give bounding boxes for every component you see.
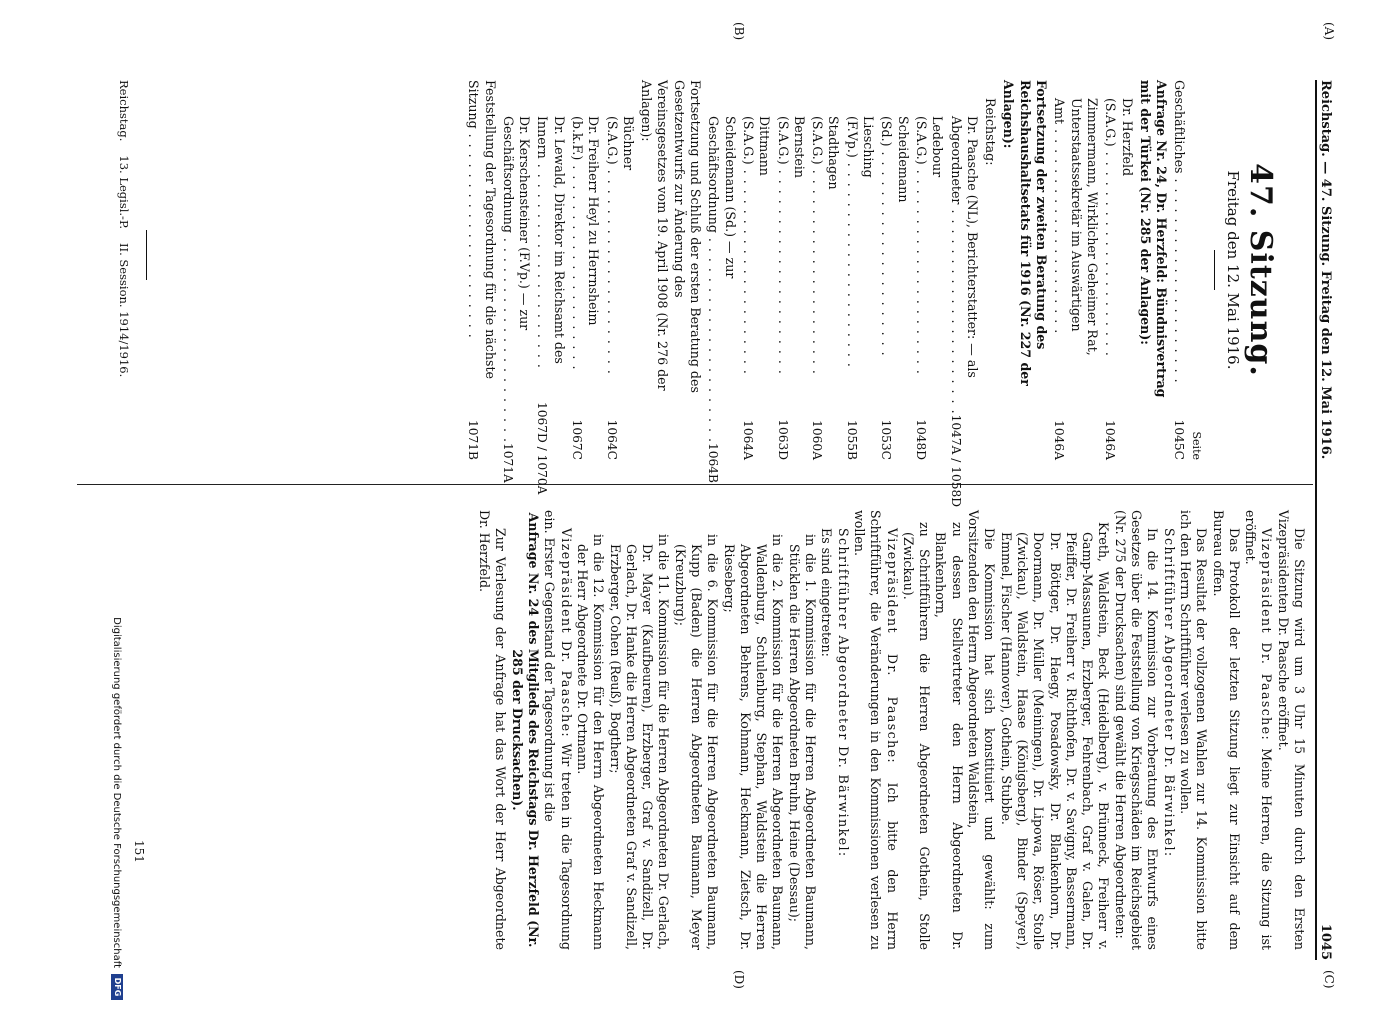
paragraph: Die Kommission hat sich konstituiert und gewählt: zum Vorsitzenden den Herrn Abgeordneten Waldstein, [966, 510, 998, 950]
toc-entry [843, 80, 876, 460]
dfg-logo: DFG [111, 974, 123, 1000]
toc-entry-text: Dr. Paasche (NL), Berichterstatter: — als Abgeordneter . . . [947, 116, 980, 415]
toc-entry [809, 80, 842, 460]
toc-entry [1102, 80, 1135, 460]
commission-change: in die 12. Kommission für den Herrn Abgeordneten Heckmann der Herr Abgeordnete Dr. Ortmann. [574, 534, 607, 950]
toc-entry-text: Dr. Herzfeld (S.A.G.) . . . [1102, 98, 1135, 402]
vp-paragraph [541, 510, 574, 950]
toc-entry-text: Dittmann (S.A.G.) . . . [740, 116, 773, 402]
toc-entry [534, 80, 567, 495]
toc-entry-page: 1064B [706, 443, 721, 484]
speech-text: Wir treten in die Tagesordnung ein. Erster Gegenstand der Tagesordnung ist die [542, 510, 574, 950]
paragraph: zu Schriftführern die Herren Abgeordneten Gothein, Stolle (Zwickau). [900, 522, 933, 950]
toc-entry [500, 80, 533, 483]
toc-entry [982, 80, 998, 460]
toc-entry [774, 80, 807, 460]
table-of-contents [463, 80, 1278, 508]
toc-entry-text: Zimmermann, Wirklicher Geheimer Rat, Unterstaatssekretär im Auswärtigen Amt . . . [1051, 98, 1100, 402]
paragraph: Zur Verlesung der Anfrage hat das Wort der Herr Abgeordnete Dr. Herzfeld. [477, 510, 509, 950]
toc-entry-page: 1064A [740, 420, 755, 460]
toc-entry-page: 1046A [1052, 420, 1067, 460]
vp-paragraph [851, 510, 900, 950]
toc-entry [1171, 80, 1187, 460]
speaker-name: Vizepräsident Dr. Paasche: [1259, 528, 1275, 742]
toc-entry [1000, 80, 1049, 460]
toc-entry-page: 1055B [844, 420, 859, 460]
toc-entry-text: Reichstag: [983, 98, 999, 166]
toc-entry [705, 80, 738, 484]
commission-change: in die 6. Kommission für die Herren Abgeordneten Baumann, Kupp (Baden) die Herren Abgeordneten Baumann, Meyer (Kreuzburg); [672, 534, 721, 950]
toc-entry-text: Bernstein (S.A.G.) . . . [774, 116, 807, 402]
paragraph: In die 14. Kommission zur Vorberatung des Entwurfs eines Gesetzes über die Feststellung von Kriegsschäden im Reichsgebiet (Nr. 275 der Drucksachen) sind gewählt die Herren Abgeordneten: [1112, 510, 1161, 950]
anfrage-heading: Anfrage Nr. 24 des Mitglieds des Reichstags Dr. Herzfeld (Nr. 285 der Drucksachen). [509, 512, 542, 948]
header-page-number: 1045 [1318, 923, 1334, 960]
toc-entry-text: Fortsetzung der zweiten Beratung des Reichshaushaltsetats für 1916 (Nr. 227 der Anlagen): [1001, 80, 1050, 386]
toc-entry [638, 80, 703, 460]
toc-entry-text: Ledebour (S.A.G.) . . . [913, 116, 946, 402]
toc-entry [740, 80, 773, 460]
toc-entry [465, 80, 498, 460]
speaker-name: Schriftführer Abgeordneter Dr. Bärwinkel: [1161, 528, 1177, 858]
footer-body: Reichstag. [117, 80, 131, 142]
session-number: 47. Sitzung. [1243, 163, 1278, 377]
toc-entry-page: 1063D [775, 419, 790, 460]
toc-entry-page: 1064C [604, 419, 619, 460]
column-divider [77, 484, 1313, 485]
opening-paragraph: Die Sitzung wird um 3 Uhr 15 Minuten durch den Ersten Vizepräsidenten Dr. Paasche eröffnet. [1275, 510, 1307, 950]
session-date: Freitag den 12. Mai 1916. [1224, 170, 1242, 370]
paragraph: Das Resultat der vollzogenen Wahlen zur 14. Kommission bitte ich den Herrn Schriftführer verlesen zu wollen. [1177, 510, 1210, 950]
title-rule [1214, 250, 1215, 290]
toc-entry-text: Liesching (F.Vp.) . . . [843, 116, 876, 402]
margin-mark-b: (B) [732, 22, 746, 41]
credit-text: Digitalisierung gefördert durch die Deutsche Forschungsgemeinschaft [111, 617, 123, 968]
toc-entry-text: Anfrage Nr. 24, Dr. Herzfeld: Bündnisvertrag mit der Türkei (Nr. 285 der Anlagen): [1137, 80, 1170, 398]
commission-change: in die 1. Kommission für die Herren Abgeordneten Baumann, Stücklen die Herren Abgeordneten Bruhn, Heine (Dessau); [786, 534, 819, 950]
header-rule [1315, 80, 1317, 960]
commission-change: in die 11. Kommission für die Herren Abgeordneten Dr. Gerlach, Dr. Mayer (Kaufbeuren), Erzberger, Graf v. Sandizell, Dr. Gerlach, Dr. Hanke die Herren Abgeordneten Graf v. Sandizell, Erzberger, Cohen (Reuß), Bogtherr; [607, 534, 672, 950]
speaker-name: Vizepräsident Dr. Paasche: [884, 528, 900, 765]
toc-entry [1137, 80, 1170, 460]
name-list: Kreth, Waldstein, Beck (Heidelberg), v. Brünneck, Freiherr v. Gamp-Massaunen, Erzberger, Fehrenbach, Graf v. Galen, Dr. Pfeiffer, Dr. Freiherr v. Richthofen, Dr. v. Savigny, Bassermann, Dr. Böttger, Dr. Haegy, Posadowsky, Dr. Blankenhorn, Dr. Doormann, Dr. Müller (Meiningen), Dr. Lipowa, Röser, Stolle (Zwickau), Waldstein, Haase (Königsberg), Binder (Speyer), Emmel, Fischer (Hannover), Gothein, Stubbe. [998, 522, 1112, 950]
margin-mark-a: (A) [1322, 22, 1336, 41]
toc-entry-text: Stadthagen (S.A.G.) . . . [809, 116, 842, 402]
toc-entry-page: 1060A [810, 420, 825, 460]
speech-text: Ich bitte den Herrn Schriftführer, die Veränderungen in den Kommissionen verlesen zu wollen. [851, 510, 900, 951]
toc-entry-text: Dr. Freiherr Heyl zu Herrnsheim (b.k.F.) . . . [569, 116, 602, 402]
footer-rule [146, 230, 147, 280]
paragraph: Es sind eingetreten: [819, 528, 835, 657]
toc-entry-text: Fortsetzung und Schluß der ersten Beratung des Gesetzentwurfs zur Änderung des Vereinsgesetzes vom 19. April 1908 (Nr. 276 der Anlagen): [639, 80, 704, 393]
toc-entry-text: Feststellung der Tagesordnung für die nächste Sitzung . . . [465, 80, 498, 402]
toc-entry-page: 1067D / 1070A [535, 402, 550, 495]
speech-text: Meine Herren, die Sitzung ist eröffnet. [1243, 510, 1275, 950]
speaker-name: Schriftführer Abgeordneter Dr. Bärwinkel: [835, 528, 851, 858]
toc-entry-page: 1047A / 1058D [948, 414, 963, 508]
footer-period: 13. Legisl.-P. [117, 155, 131, 230]
session-minutes [476, 510, 1307, 950]
margin-mark-d: (D) [732, 970, 746, 989]
seite-label: Seite [1189, 431, 1203, 460]
toc-entry-page: 1045C [1172, 419, 1187, 460]
toc-entry-page: 1053C [879, 419, 894, 460]
toc-entry-text: Dr. Lewald, Direktor im Reichsamt des Innern . . . [534, 116, 567, 402]
toc-entry-page: 1048D [913, 419, 928, 460]
toc-entry-text: Geschäftliches . . . [1171, 80, 1187, 402]
toc-entry [569, 80, 602, 460]
toc-entry-page: 1071A [500, 443, 515, 483]
toc-entry-text: Büchner (S.A.G.) . . . [603, 116, 636, 402]
toc-entry-text: Scheidemann (Sd.) . . . [878, 116, 911, 402]
toc-entry [1051, 80, 1100, 460]
vp-paragraph [1242, 510, 1275, 950]
margin-mark-c: (C) [1322, 970, 1336, 989]
toc-entry-page: 1046A [1103, 420, 1118, 460]
toc-entry [878, 80, 911, 460]
running-header [1317, 80, 1337, 960]
paragraph: Das Protokoll der letzten Sitzung liegt zur Einsicht auf dem Bureau offen. [1210, 510, 1242, 950]
sheet-number: 151 [132, 840, 146, 863]
toc-entry-page: 1071B [466, 420, 481, 460]
toc-entry-text: Scheidemann (Sd.) — zur Geschäftsordnung . . . [705, 116, 738, 443]
toc-entry [913, 80, 946, 460]
commission-change: in die 2. Kommission für die Herren Abgeordneten Baumann, Waldenburg, Schulenburg, Stephan, Waldstein die Herren Abgeordneten Behrens, Kohmann, Heckmann, Zietsch, Dr. Rieseberg; [721, 534, 786, 950]
toc-entry-page: 1067C [570, 419, 585, 460]
header-title: Reichstag. — 47. Sitzung. Freitag den 12. Mai 1916. [1318, 80, 1334, 460]
footer-session: II. Session. 1914/1916. [117, 243, 131, 378]
paragraph: zu dessen Stellvertreter den Herrn Abgeordneten Dr. Blankenhorn, [933, 522, 965, 950]
toc-entry [947, 80, 980, 508]
speaker-name: Vizepräsident Dr. Paasche: [558, 528, 574, 739]
digitization-credit [111, 0, 123, 1030]
toc-entry [603, 80, 636, 460]
toc-entry-text: Dr. Kerschensteiner (F.Vp.) — zur Geschäftsordnung . . . [500, 116, 533, 443]
